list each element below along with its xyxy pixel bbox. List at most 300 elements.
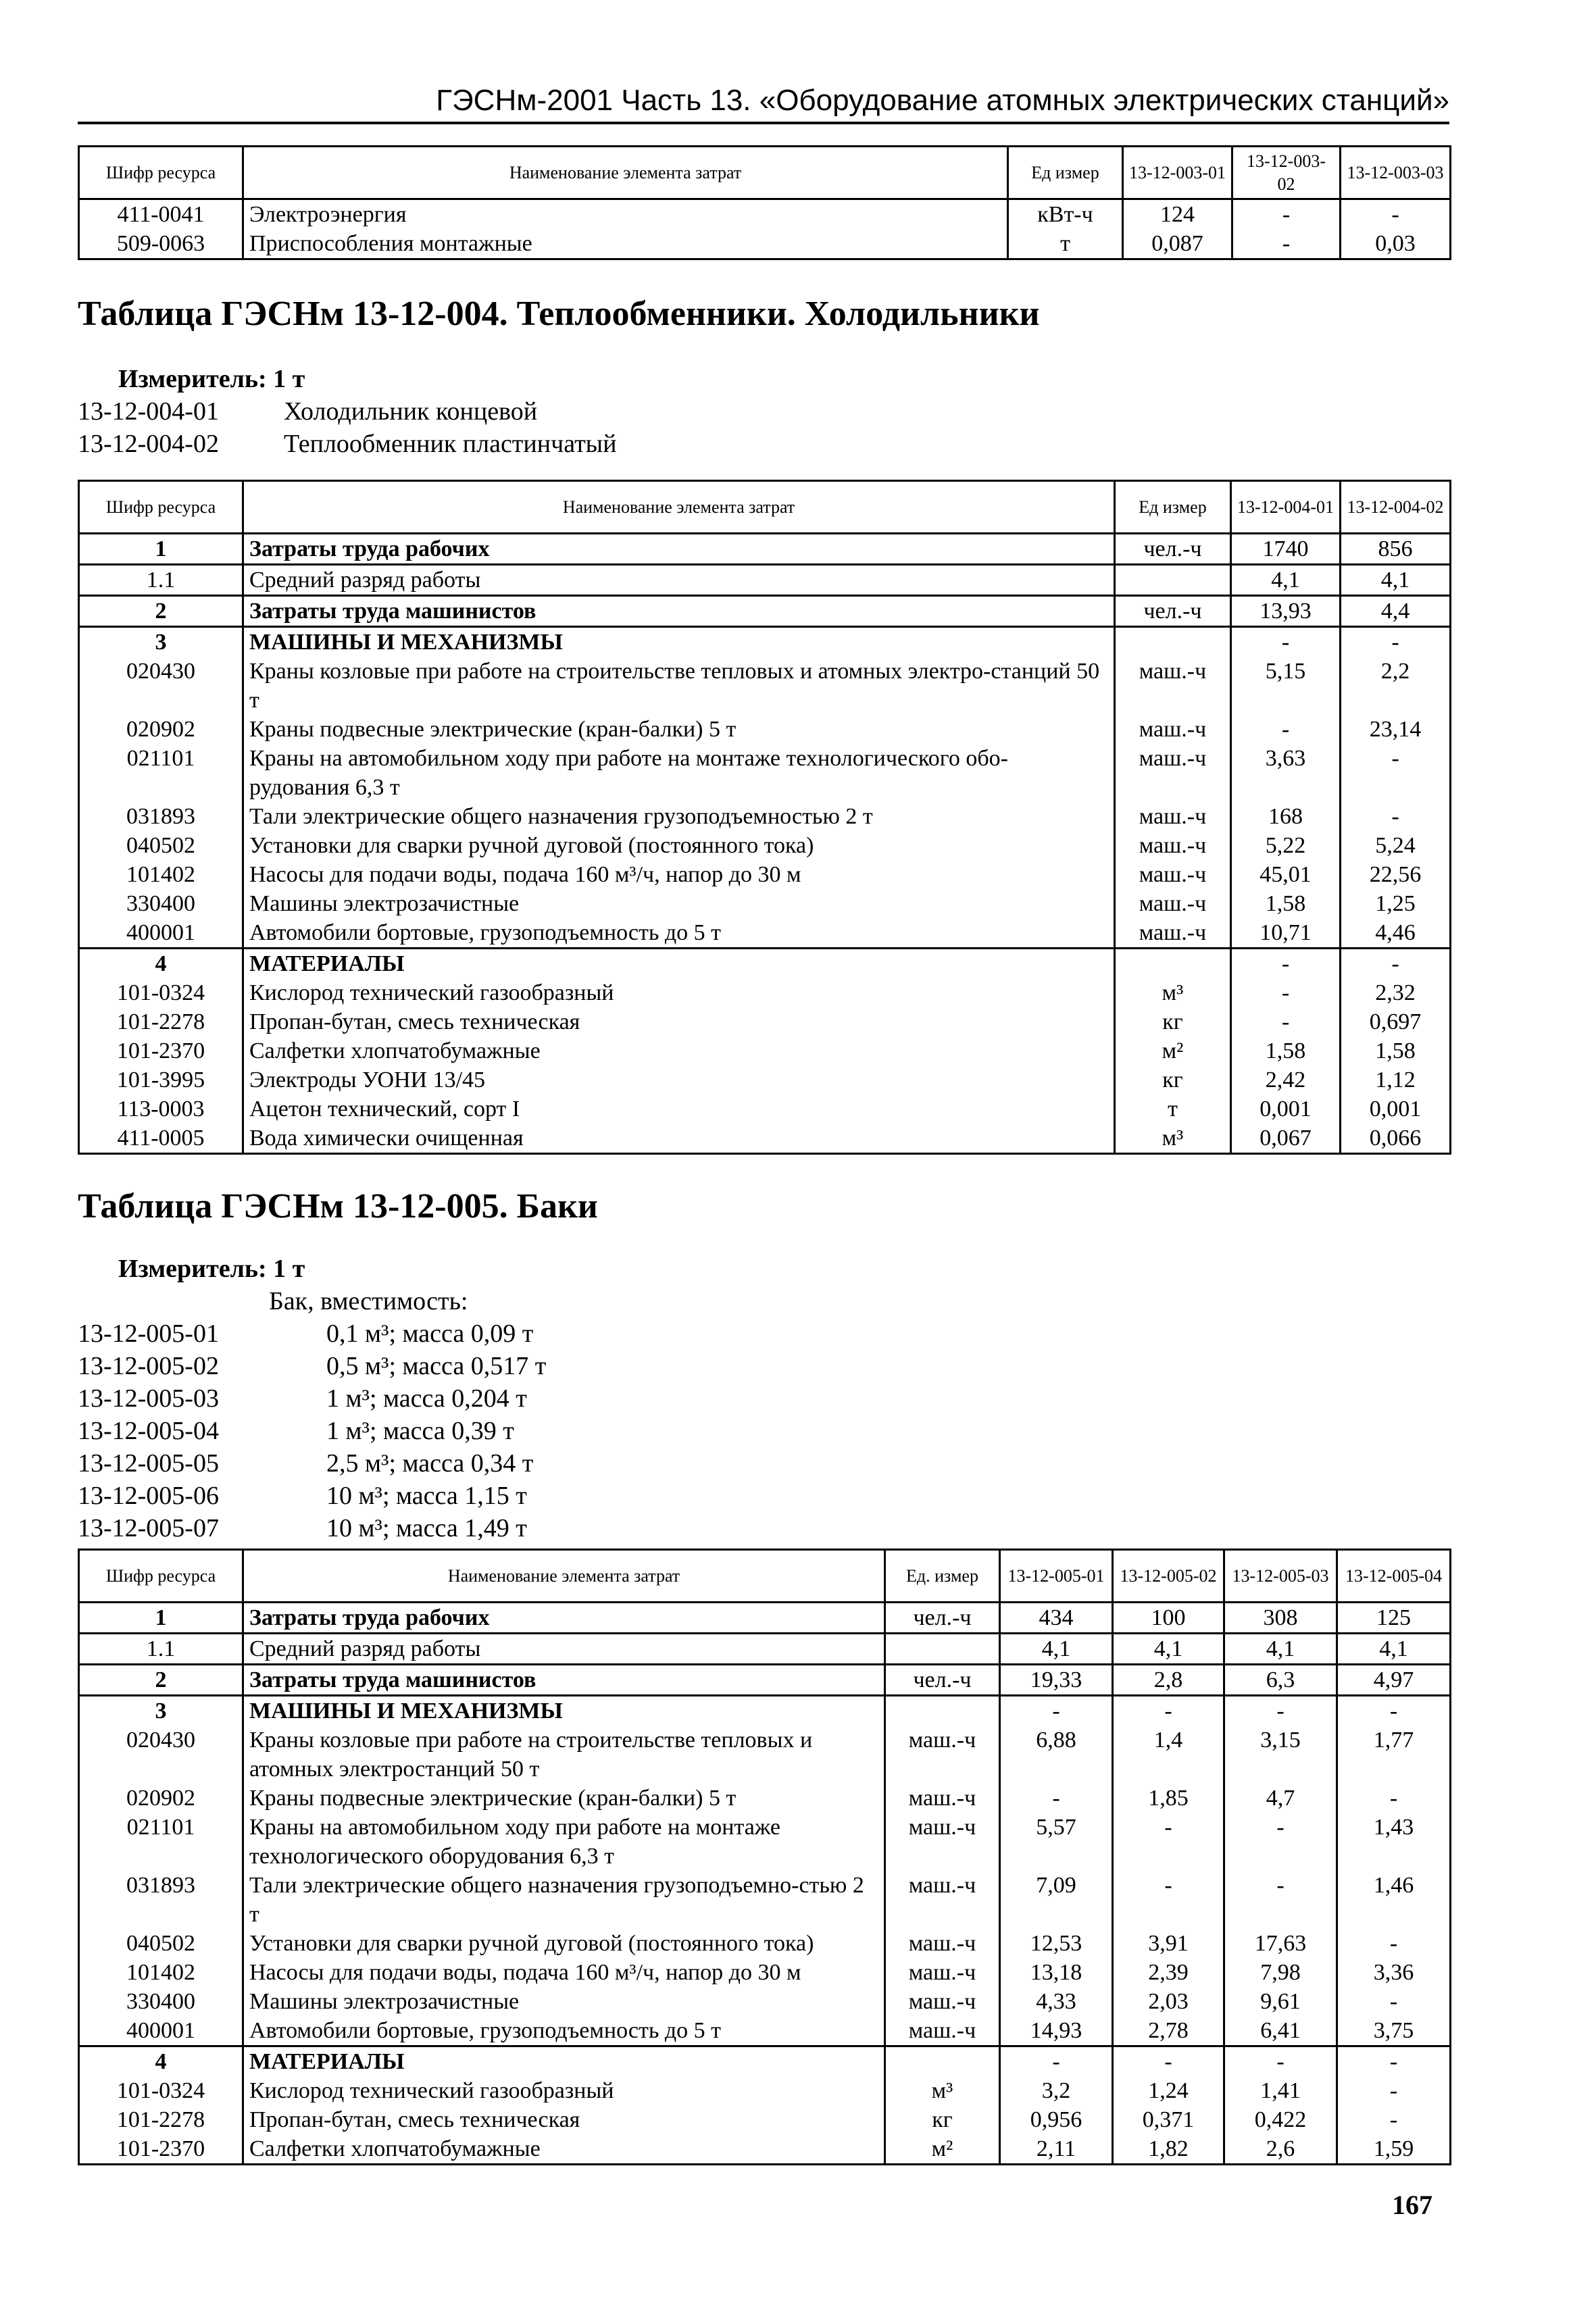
table-row <box>79 978 1451 1007</box>
unit-cell: маш.-ч <box>885 1929 1000 1958</box>
table-row <box>79 949 1451 979</box>
resource-code-cell: 031893 <box>79 1871 243 1929</box>
resource-code-cell: 4 <box>79 2046 243 2077</box>
norm-value-cell: - <box>1231 1007 1341 1036</box>
norm-value-cell: - <box>1337 1784 1451 1813</box>
resource-code-cell: 020902 <box>79 715 243 744</box>
norm-value-cell: 4,1 <box>1224 1634 1337 1665</box>
norm-value-cell: 1,85 <box>1113 1784 1224 1813</box>
resource-code-cell: 040502 <box>79 1929 243 1958</box>
norm-value-cell: 1,24 <box>1113 2076 1224 2105</box>
resource-code-cell: 101-2278 <box>79 1007 243 1036</box>
cost-element-name-cell: Кислород технический газообразный <box>243 978 1115 1007</box>
table-row <box>79 1603 1451 1634</box>
unit-cell: чел.-ч <box>885 1665 1000 1696</box>
norm-value-cell: 2,2 <box>1341 657 1451 715</box>
norm-value-cell: 3,91 <box>1113 1929 1224 1958</box>
norm-value-cell: - <box>1224 1813 1337 1871</box>
resource-code-cell: 400001 <box>79 2016 243 2046</box>
cost-element-name-cell: Приспособления монтажные <box>243 229 1008 259</box>
norm-value-cell: 1,58 <box>1231 889 1341 918</box>
norm-value-cell: 0,956 <box>1000 2105 1113 2134</box>
norm-value-cell: 14,93 <box>1000 2016 1113 2046</box>
norm-value-cell: 12,53 <box>1000 1929 1113 1958</box>
norm-value-cell: 4,1 <box>1231 565 1341 596</box>
cost-element-name-cell: Салфетки хлопчатобумажные <box>243 2134 885 2165</box>
resource-code-cell: 113-0003 <box>79 1095 243 1124</box>
cost-element-name-cell: МАТЕРИАЛЫ <box>243 949 1115 979</box>
resource-code-cell: 3 <box>79 627 243 657</box>
norm-value-cell: 19,33 <box>1000 1665 1113 1696</box>
norm-value-cell: 3,75 <box>1337 2016 1451 2046</box>
work-code: 13-12-005-03 <box>78 1384 219 1413</box>
unit-cell: маш.-ч <box>1115 657 1231 715</box>
cost-element-name-cell: Установки для сварки ручной дуговой (постоянного тока) <box>243 1929 885 1958</box>
norm-value-cell: 0,066 <box>1341 1124 1451 1154</box>
work-name: 0,5 м³; масса 0,517 т <box>326 1352 547 1380</box>
unit-cell <box>1115 565 1231 596</box>
table-row <box>79 1987 1451 2016</box>
cost-element-name-cell: Электроды УОНИ 13/45 <box>243 1065 1115 1095</box>
resource-code-cell: 1.1 <box>79 565 243 596</box>
norm-value-cell: 3,36 <box>1337 1958 1451 1987</box>
norm-value-cell: - <box>1341 949 1451 979</box>
measure-value: 1 т <box>273 1255 305 1283</box>
norm-value-cell: 1,58 <box>1231 1036 1341 1065</box>
resource-code-cell: 101-0324 <box>79 2076 243 2105</box>
norm-value-cell: - <box>1337 2046 1451 2077</box>
cost-element-name-cell: Кислород технический газообразный <box>243 2076 885 2105</box>
cost-element-name-cell: Краны подвесные электрические (кран-балки) 5 т <box>243 1784 885 1813</box>
unit-cell: м² <box>1115 1036 1231 1065</box>
norm-value-cell: 3,63 <box>1231 744 1341 802</box>
norm-value-cell: 2,78 <box>1113 2016 1224 2046</box>
resource-code-cell: 101-3995 <box>79 1065 243 1095</box>
norm-value-cell: 124 <box>1123 199 1232 230</box>
unit-cell: м³ <box>1115 1124 1231 1154</box>
cost-element-name-cell: Автомобили бортовые, грузоподъемность до 5 т <box>243 918 1115 949</box>
code-line <box>78 428 617 460</box>
code-line <box>78 1480 527 1512</box>
norm-value-cell: - <box>1113 1871 1224 1929</box>
column-header: 13-12-004-02 <box>1341 481 1451 534</box>
resource-code-cell: 1.1 <box>79 1634 243 1665</box>
table-row <box>79 1958 1451 1987</box>
norm-value-cell: 4,33 <box>1000 1987 1113 2016</box>
table-title: Таблица ГЭСНм 13-12-005. Баки <box>78 1187 598 1226</box>
unit-cell: т <box>1115 1095 1231 1124</box>
column-header: 13-12-003-01 <box>1123 147 1232 199</box>
table-row <box>79 657 1451 715</box>
norm-value-cell: 23,14 <box>1341 715 1451 744</box>
code-line <box>78 1415 514 1447</box>
column-header: Ед измер <box>1008 147 1123 199</box>
unit-cell <box>885 1696 1000 1726</box>
norm-value-cell: 308 <box>1224 1603 1337 1634</box>
norm-value-cell: - <box>1337 1929 1451 1958</box>
table-13-12-004 <box>78 480 1451 1155</box>
unit-cell: чел.-ч <box>885 1603 1000 1634</box>
cost-element-name-cell: Машины электрозачистные <box>243 889 1115 918</box>
unit-cell <box>1115 949 1231 979</box>
work-code: 13-12-004-02 <box>78 430 219 458</box>
norm-value-cell: - <box>1232 229 1341 259</box>
norm-value-cell: 2,03 <box>1113 1987 1224 2016</box>
table-row <box>79 744 1451 802</box>
unit-cell: маш.-ч <box>885 2016 1000 2046</box>
table-row <box>79 2134 1451 2165</box>
cost-element-name-cell: Пропан-бутан, смесь техническая <box>243 1007 1115 1036</box>
norm-value-cell: 3,15 <box>1224 1726 1337 1784</box>
unit-cell: чел.-ч <box>1115 596 1231 627</box>
column-header: 13-12-005-01 <box>1000 1550 1113 1603</box>
column-header: Наименование элемента затрат <box>243 1550 885 1603</box>
measure-line <box>118 363 305 395</box>
table-row <box>79 715 1451 744</box>
norm-value-cell: 45,01 <box>1231 860 1341 889</box>
table-row <box>79 2105 1451 2134</box>
resource-code-cell: 021101 <box>79 744 243 802</box>
unit-cell: маш.-ч <box>885 1726 1000 1784</box>
norm-value-cell: - <box>1231 949 1341 979</box>
norm-value-cell: 1,41 <box>1224 2076 1337 2105</box>
unit-cell: м³ <box>1115 978 1231 1007</box>
cost-element-name-cell: МАТЕРИАЛЫ <box>243 2046 885 2077</box>
resource-code-cell: 101-2278 <box>79 2105 243 2134</box>
work-name: 2,5 м³; масса 0,34 т <box>326 1449 534 1478</box>
cost-element-name-cell: Средний разряд работы <box>243 1634 885 1665</box>
work-name: Теплообменник пластинчатый <box>284 430 617 458</box>
work-name: Холодильник концевой <box>284 397 538 426</box>
cost-element-name-cell: Краны козловые при работе на строительстве тепловых и атомных электростанций 50 т <box>243 1726 885 1784</box>
resource-code-cell: 021101 <box>79 1813 243 1871</box>
table-row <box>79 534 1451 565</box>
unit-cell: маш.-ч <box>885 1958 1000 1987</box>
norm-value-cell: 1,58 <box>1341 1036 1451 1065</box>
cost-element-name-cell: Насосы для подачи воды, подача 160 м³/ч, напор до 30 м <box>243 860 1115 889</box>
table-row <box>79 889 1451 918</box>
table-row <box>79 1634 1451 1665</box>
norm-value-cell: 856 <box>1341 534 1451 565</box>
cost-element-name-cell: Ацетон технический, сорт I <box>243 1095 1115 1124</box>
resource-code-cell: 411-0041 <box>79 199 243 230</box>
resource-code-cell: 4 <box>79 949 243 979</box>
norm-value-cell: 2,39 <box>1113 1958 1224 1987</box>
resource-code-cell: 101402 <box>79 860 243 889</box>
column-header: 13-12-005-03 <box>1224 1550 1337 1603</box>
cost-element-name-cell: Затраты труда рабочих <box>243 534 1115 565</box>
norm-value-cell: - <box>1000 2046 1113 2077</box>
work-code: 13-12-005-06 <box>78 1482 219 1510</box>
column-header: 13-12-003-03 <box>1341 147 1451 199</box>
table-row <box>79 596 1451 627</box>
norm-value-cell: - <box>1341 627 1451 657</box>
norm-value-cell: 22,56 <box>1341 860 1451 889</box>
column-header: 13-12-003-02 <box>1232 147 1341 199</box>
unit-cell: маш.-ч <box>1115 918 1231 949</box>
norm-value-cell: 0,697 <box>1341 1007 1451 1036</box>
code-line <box>78 1350 546 1382</box>
norm-value-cell: - <box>1337 2105 1451 2134</box>
norm-value-cell: - <box>1337 2076 1451 2105</box>
cost-element-name-cell: Вода химически очищенная <box>243 1124 1115 1154</box>
unit-cell: м² <box>885 2134 1000 2165</box>
table-row <box>79 1726 1451 1784</box>
table-row <box>79 1007 1451 1036</box>
table-13-12-005 <box>78 1549 1451 2165</box>
cost-element-name-cell: МАШИНЫ И МЕХАНИЗМЫ <box>243 1696 885 1726</box>
norm-value-cell: - <box>1113 1696 1224 1726</box>
work-name: 10 м³; масса 1,49 т <box>326 1514 527 1542</box>
norm-value-cell: 9,61 <box>1224 1987 1337 2016</box>
page-number: 167 <box>1392 2190 1432 2220</box>
resource-code-cell: 020430 <box>79 1726 243 1784</box>
norm-value-cell: 0,001 <box>1231 1095 1341 1124</box>
resource-code-cell: 509-0063 <box>79 229 243 259</box>
table-row <box>79 2076 1451 2105</box>
norm-value-cell: 0,422 <box>1224 2105 1337 2134</box>
table-row <box>79 1784 1451 1813</box>
table-row <box>79 2046 1451 2077</box>
unit-cell: кг <box>1115 1007 1231 1036</box>
table-row <box>79 1036 1451 1065</box>
table-row <box>79 831 1451 860</box>
norm-value-cell: 2,6 <box>1224 2134 1337 2165</box>
norm-value-cell: 4,1 <box>1000 1634 1113 1665</box>
norm-value-cell: 13,18 <box>1000 1958 1113 1987</box>
unit-cell <box>1115 627 1231 657</box>
norm-value-cell: 2,32 <box>1341 978 1451 1007</box>
code-line <box>78 395 537 428</box>
norm-value-cell: 0,371 <box>1113 2105 1224 2134</box>
norm-value-cell: - <box>1341 199 1451 230</box>
measure-label: Измеритель: <box>118 365 267 393</box>
work-name: 1 м³; масса 0,204 т <box>326 1384 527 1413</box>
measure-label: Измеритель: <box>118 1255 267 1283</box>
norm-value-cell: 6,3 <box>1224 1665 1337 1696</box>
resource-code-cell: 2 <box>79 596 243 627</box>
cost-element-name-cell: Автомобили бортовые, грузоподъемность до 5 т <box>243 2016 885 2046</box>
norm-value-cell: 125 <box>1337 1603 1451 1634</box>
resource-code-cell: 1 <box>79 1603 243 1634</box>
norm-value-cell: 1,77 <box>1337 1726 1451 1784</box>
column-header: Ед измер <box>1115 481 1231 534</box>
norm-value-cell: - <box>1113 1813 1224 1871</box>
unit-cell: т <box>1008 229 1123 259</box>
unit-cell: маш.-ч <box>885 1871 1000 1929</box>
norm-value-cell: 5,57 <box>1000 1813 1113 1871</box>
resource-code-cell: 1 <box>79 534 243 565</box>
column-header: Шифр ресурса <box>79 1550 243 1603</box>
code-line <box>78 1447 533 1480</box>
cost-element-name-cell: Насосы для подачи воды, подача 160 м³/ч, напор до 30 м <box>243 1958 885 1987</box>
unit-cell: маш.-ч <box>1115 860 1231 889</box>
work-code: 13-12-005-04 <box>78 1417 219 1445</box>
norm-value-cell: 4,1 <box>1341 565 1451 596</box>
norm-value-cell: 1,59 <box>1337 2134 1451 2165</box>
norm-value-cell: 434 <box>1000 1603 1113 1634</box>
norm-value-cell: - <box>1337 1696 1451 1726</box>
column-header: Наименование элемента затрат <box>243 481 1115 534</box>
unit-cell: чел.-ч <box>1115 534 1231 565</box>
resource-code-cell: 101-2370 <box>79 1036 243 1065</box>
norm-value-cell: 0,087 <box>1123 229 1232 259</box>
table-13-12-003-continuation <box>78 145 1451 260</box>
norm-value-cell: 1,82 <box>1113 2134 1224 2165</box>
cost-element-name-cell: Установки для сварки ручной дуговой (постоянного тока) <box>243 831 1115 860</box>
column-header: 13-12-005-02 <box>1113 1550 1224 1603</box>
table-row <box>79 2016 1451 2046</box>
code-line <box>78 1512 527 1544</box>
norm-value-cell: 2,8 <box>1113 1665 1224 1696</box>
norm-value-cell: - <box>1341 802 1451 831</box>
table-row <box>79 1871 1451 1929</box>
unit-cell: кВт-ч <box>1008 199 1123 230</box>
subtitle: Бак, вместимость: <box>269 1287 468 1315</box>
unit-cell <box>885 1634 1000 1665</box>
measure-line <box>118 1253 305 1285</box>
norm-value-cell: 1740 <box>1231 534 1341 565</box>
norm-value-cell: 17,63 <box>1224 1929 1337 1958</box>
resource-code-cell: 101402 <box>79 1958 243 1987</box>
norm-value-cell: 6,88 <box>1000 1726 1113 1784</box>
cost-element-name-cell: Средний разряд работы <box>243 565 1115 596</box>
norm-value-cell: 0,001 <box>1341 1095 1451 1124</box>
work-name: 0,1 м³; масса 0,09 т <box>326 1319 534 1348</box>
table-title: Таблица ГЭСНм 13-12-004. Теплообменники. Холодильники <box>78 295 1040 333</box>
table-row <box>79 565 1451 596</box>
resource-code-cell: 101-0324 <box>79 978 243 1007</box>
norm-value-cell: 6,41 <box>1224 2016 1337 2046</box>
table-row <box>79 918 1451 949</box>
norm-value-cell: 4,4 <box>1341 596 1451 627</box>
column-header: Наименование элемента затрат <box>243 147 1008 199</box>
cost-element-name-cell: Затраты труда рабочих <box>243 1603 885 1634</box>
cost-element-name-cell: Электроэнергия <box>243 199 1008 230</box>
unit-cell: маш.-ч <box>1115 831 1231 860</box>
column-header: Ед. измер <box>885 1550 1000 1603</box>
code-line <box>78 1382 527 1415</box>
work-name: 10 м³; масса 1,15 т <box>326 1482 527 1510</box>
cost-element-name-cell: Тали электрические общего назначения грузоподъемно-стью 2 т <box>243 1871 885 1929</box>
norm-value-cell: 0,067 <box>1231 1124 1341 1154</box>
resource-code-cell: 400001 <box>79 918 243 949</box>
norm-value-cell: - <box>1113 2046 1224 2077</box>
cost-element-name-cell: Салфетки хлопчатобумажные <box>243 1036 1115 1065</box>
norm-value-cell: 13,93 <box>1231 596 1341 627</box>
norm-value-cell: - <box>1232 199 1341 230</box>
table-row <box>79 627 1451 657</box>
resource-code-cell: 3 <box>79 1696 243 1726</box>
norm-value-cell: - <box>1231 715 1341 744</box>
cost-element-name-cell: Затраты труда машинистов <box>243 596 1115 627</box>
norm-value-cell: - <box>1231 627 1341 657</box>
norm-value-cell: 4,46 <box>1341 918 1451 949</box>
unit-cell: м³ <box>885 2076 1000 2105</box>
norm-value-cell: 4,97 <box>1337 1665 1451 1696</box>
norm-value-cell: - <box>1341 744 1451 802</box>
cost-element-name-cell: Тали электрические общего назначения грузоподъемностью 2 т <box>243 802 1115 831</box>
norm-value-cell: 4,1 <box>1337 1634 1451 1665</box>
table-row <box>79 199 1451 230</box>
table-row <box>79 1696 1451 1726</box>
table-row <box>79 1124 1451 1154</box>
cost-element-name-cell: Краны подвесные электрические (кран-балки) 5 т <box>243 715 1115 744</box>
norm-value-cell: - <box>1224 1696 1337 1726</box>
cost-element-name-cell: Краны на автомобильном ходу при работе на монтаже технологического обо-рудования 6,3 т <box>243 744 1115 802</box>
cost-element-name-cell: Краны козловые при работе на строительстве тепловых и атомных электро-станций 50 т <box>243 657 1115 715</box>
norm-value-cell: 1,12 <box>1341 1065 1451 1095</box>
norm-value-cell: 4,7 <box>1224 1784 1337 1813</box>
measure-value: 1 т <box>273 365 305 393</box>
norm-value-cell: 5,15 <box>1231 657 1341 715</box>
resource-code-cell: 040502 <box>79 831 243 860</box>
work-code: 13-12-005-05 <box>78 1449 219 1478</box>
column-header: Шифр ресурса <box>79 147 243 199</box>
norm-value-cell: - <box>1224 1871 1337 1929</box>
table-row <box>79 1065 1451 1095</box>
table-row <box>79 802 1451 831</box>
work-name: 1 м³; масса 0,39 т <box>326 1417 514 1445</box>
resource-code-cell: 101-2370 <box>79 2134 243 2165</box>
norm-value-cell: 3,2 <box>1000 2076 1113 2105</box>
column-header: 13-12-005-04 <box>1337 1550 1451 1603</box>
table-row <box>79 1929 1451 1958</box>
norm-value-cell: - <box>1000 1784 1113 1813</box>
resource-code-cell: 031893 <box>79 802 243 831</box>
norm-value-cell: 2,42 <box>1231 1065 1341 1095</box>
norm-value-cell: 4,1 <box>1113 1634 1224 1665</box>
cost-element-name-cell: Краны на автомобильном ходу при работе на монтаже технологического оборудования 6,3 т <box>243 1813 885 1871</box>
norm-value-cell: 10,71 <box>1231 918 1341 949</box>
norm-value-cell: 5,24 <box>1341 831 1451 860</box>
norm-value-cell: - <box>1000 1696 1113 1726</box>
resource-code-cell: 330400 <box>79 1987 243 2016</box>
norm-value-cell: 5,22 <box>1231 831 1341 860</box>
column-header: 13-12-004-01 <box>1231 481 1341 534</box>
norm-value-cell: 168 <box>1231 802 1341 831</box>
running-header: ГЭСНм-2001 Часть 13. «Оборудование атомных электрических станций» <box>78 80 1449 124</box>
cost-element-name-cell: Затраты труда машинистов <box>243 1665 885 1696</box>
resource-code-cell: 020902 <box>79 1784 243 1813</box>
table-row <box>79 1813 1451 1871</box>
unit-cell <box>885 2046 1000 2077</box>
unit-cell: кг <box>885 2105 1000 2134</box>
norm-value-cell: - <box>1231 978 1341 1007</box>
unit-cell: кг <box>1115 1065 1231 1095</box>
norm-value-cell: 1,43 <box>1337 1813 1451 1871</box>
column-header: Шифр ресурса <box>79 481 243 534</box>
table-row <box>79 1665 1451 1696</box>
work-code: 13-12-005-01 <box>78 1319 219 1348</box>
unit-cell: маш.-ч <box>885 1987 1000 2016</box>
cost-element-name-cell: Машины электрозачистные <box>243 1987 885 2016</box>
unit-cell: маш.-ч <box>1115 889 1231 918</box>
unit-cell: маш.-ч <box>885 1813 1000 1871</box>
table-row <box>79 1095 1451 1124</box>
unit-cell: маш.-ч <box>1115 802 1231 831</box>
cost-element-name-cell: Пропан-бутан, смесь техническая <box>243 2105 885 2134</box>
resource-code-cell: 020430 <box>79 657 243 715</box>
unit-cell: маш.-ч <box>1115 715 1231 744</box>
table-row <box>79 860 1451 889</box>
table-row <box>79 229 1451 259</box>
norm-value-cell: 7,98 <box>1224 1958 1337 1987</box>
norm-value-cell: 0,03 <box>1341 229 1451 259</box>
norm-value-cell: 2,11 <box>1000 2134 1113 2165</box>
work-code: 13-12-005-07 <box>78 1514 219 1542</box>
norm-value-cell: - <box>1224 2046 1337 2077</box>
